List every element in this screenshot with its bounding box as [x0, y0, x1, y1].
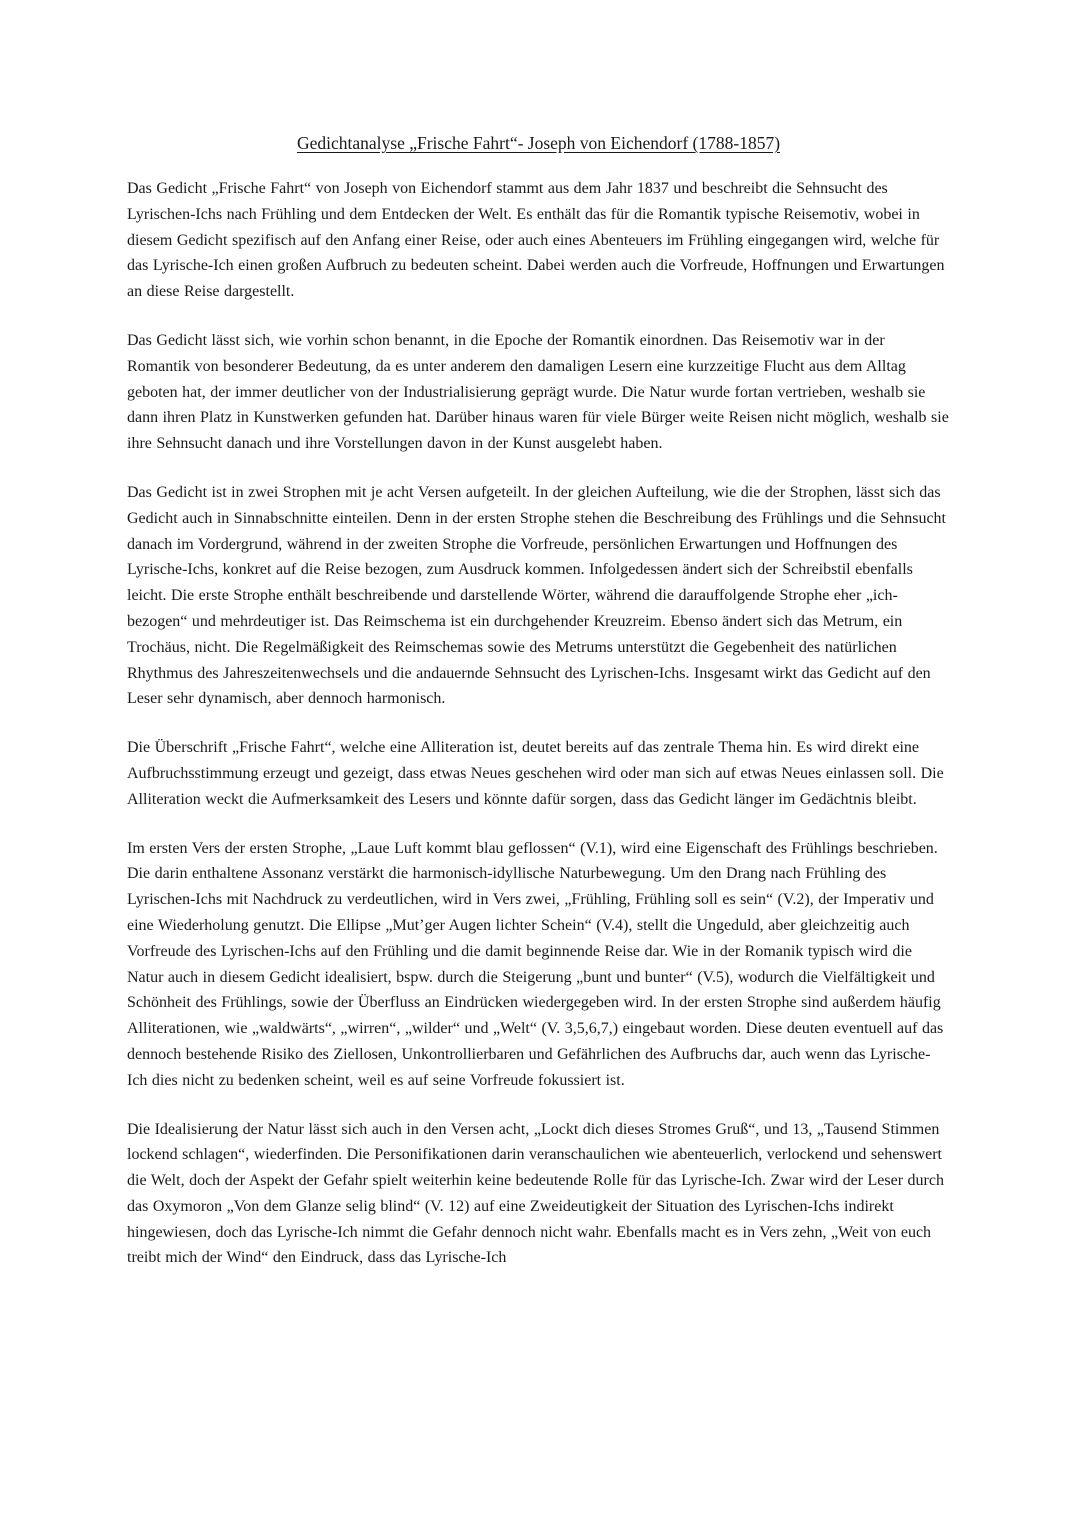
- paragraph-5: Im ersten Vers der ersten Strophe, „Laue Luft kommt blau geflossen“ (V.1), wird eine Eigenschaft des Frühlings beschrieben. Die darin enthaltene Assonanz verstärkt die harmonisch-idyllische Naturbewegung. Um den Drang nach Frühling des Lyrischen-Ichs mit Nachdruck zu verdeutlichen, wird in Vers zwei, „Frühling, Frühling soll es sein“ (V.2), der Imperativ und eine Wiederholung genutzt. Die Ellipse „Mut’ger Augen lichter Schein“ (V.4), stellt die Ungeduld, aber gleichzeitig auch Vorfreude des Lyrischen-Ichs auf den Frühling und die damit beginnende Reise dar. Wie in der Romanik typisch wird die Natur auch in diesem Gedicht idealisiert, bspw. durch die Steigerung „bunt und bunter“ (V.5), wodurch die Vielfältigkeit und Schönheit des Frühlings, sowie der Überfluss an Eindrücken wiedergegeben wird. In der ersten Strophe sind außerdem häufig Alliterationen, wie „waldwärts“, „wirren“, „wilder“ und „Welt“ (V. 3,5,6,7,) eingebaut worden. Diese deuten eventuell auf das dennoch bestehende Risiko des Ziellosen, Unkontrollierbaren und Gefährlichen des Aufbruchs dar, auch wenn das Lyrische-Ich dies nicht zu bedenken scheint, weil es auf seine Vorfreude fokussiert ist.: [127, 839, 944, 1089]
- paragraph-4: Die Überschrift „Frische Fahrt“, welche eine Alliteration ist, deutet bereits auf das zentrale Thema hin. Es wird direkt eine Aufbruchsstimmung erzeugt und gezeigt, dass etwas Neues geschehen wird oder man sich auf etwas Neues einlassen soll. Die Alliteration weckt die Aufmerksamkeit des Lesers und könnte dafür sorgen, dass das Gedicht länger im Gedächtnis bleibt.: [127, 739, 944, 808]
- paragraph-6: Die Idealisierung der Natur lässt sich auch in den Versen acht, „Lockt dich dieses Stromes Gruß“, und 13, „Tausend Stimmen lockend schlagen“, wiederfinden. Die Personifikationen darin veranschaulichen wie abenteuerlich, verlockend und sehenswert die Welt, doch der Aspekt der Gefahr spielt weiterhin keine bedeutende Rolle für das Lyrische-Ich. Zwar wird der Leser durch das Oxymoron „Von dem Glanze selig blind“ (V. 12) auf eine Zweideutigkeit der Situation des Lyrischen-Ichs indirekt hingewiesen, doch das Lyrische-Ich nimmt die Gefahr dennoch nicht wahr. Ebenfalls macht es in Vers zehn, „Weit von euch treibt mich der Wind“ den Eindruck, dass das Lyrische-Ich: [127, 1120, 944, 1267]
- document-body: [127, 176, 950, 1271]
- paragraph-1: Das Gedicht „Frische Fahrt“ von Joseph von Eichendorf stammt aus dem Jahr 1837 und beschreibt die Sehnsucht des Lyrischen-Ichs nach Frühling und dem Entdecken der Welt. Es enthält das für die Romantik typische Reisemotiv, wobei in diesem Gedicht spezifisch auf den Anfang einer Reise, oder auch eines Abenteuers im Frühling eingegangen wird, welche für das Lyrische-Ich einen großen Aufbruch zu bedeuten scheint. Dabei werden auch die Vorfreude, Hoffnungen und Erwartungen an diese Reise dargestellt.: [127, 180, 945, 301]
- document-title: Gedichtanalyse „Frische Fahrt“- Joseph von Eichendorf (1788-1857): [296, 133, 781, 153]
- paragraph-2: Das Gedicht lässt sich, wie vorhin schon benannt, in die Epoche der Romantik einordnen. Das Reisemotiv war in der Romantik von besonderer Bedeutung, da es unter anderem den damaligen Lesern eine kurzzeitige Flucht aus dem Alltag geboten hat, der immer deutlicher von der Industrialisierung geprägt wurde. Die Natur wurde fortan vertrieben, weshalb sie dann ihren Platz in Kunstwerken gefunden hat. Darüber hinaus waren für viele Bürger weite Reisen nicht möglich, weshalb sie ihre Sehnsucht danach und ihre Vorstellungen davon in der Kunst ausgelebt haben.: [127, 331, 949, 453]
- paragraph-3: Das Gedicht ist in zwei Strophen mit je acht Versen aufgeteilt. In der gleichen Aufteilung, wie die der Strophen, lässt sich das Gedicht auch in Sinnabschnitte einteilen. Denn in der ersten Strophe stehen die Beschreibung des Frühlings und die Sehnsucht danach im Vordergrund, während in der zweiten Strophe die Vorfreude, persönlichen Erwartungen und Hoffnungen des Lyrische-Ichs, konkret auf die Reise bezogen, zum Ausdruck kommen. Infolgedessen ändert sich der Schreibstil ebenfalls leicht. Die erste Strophe enthält beschreibende und darstellende Wörter, während die darauffolgende Strophe eher „ich-bezogen“ und mehrdeutiger ist. Das Reimschema ist ein durchgehender Kreuzreim. Ebenso ändert sich das Metrum, ein Trochäus, nicht. Die Regelmäßigkeit des Reimschemas sowie des Metrums unterstützt die Gegebenheit des natürlichen Rhythmus des Jahreszeitenwechsels und die andauernde Sehnsucht des Lyrischen-Ichs. Insgesamt wirkt das Gedicht auf den Leser sehr dynamisch, aber dennoch harmonisch.: [127, 483, 946, 708]
